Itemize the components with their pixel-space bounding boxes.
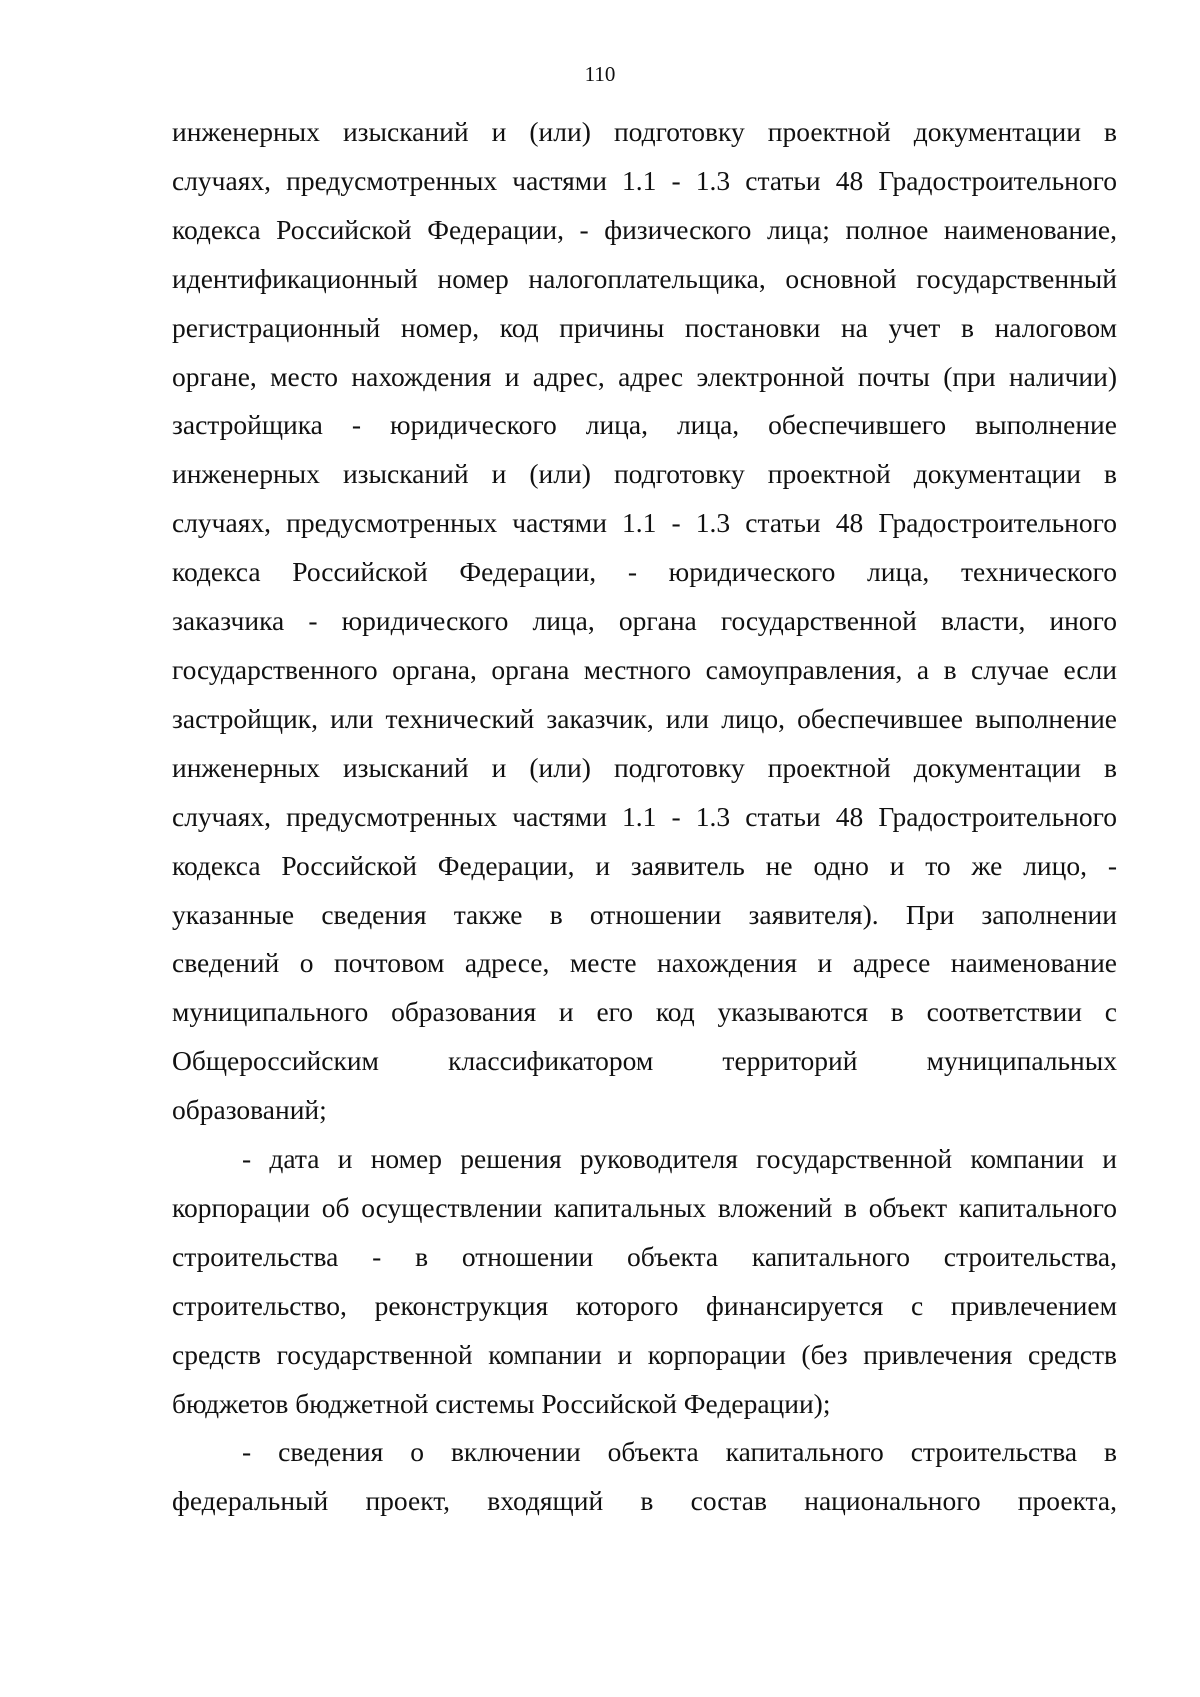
text-line: сведений о почтовом адресе, месте нахождения и адресе наименование [172, 947, 1117, 979]
text-line: инженерных изысканий и (или) подготовку проектной документации в [172, 116, 1117, 147]
paragraph-3 [172, 1428, 1117, 1526]
paragraph-2 [172, 1135, 1117, 1428]
text-line: указанные сведения также в отношении заявителя). При заполнении [172, 898, 1117, 930]
paragraph-1 [172, 108, 1117, 1135]
text-line: кодекса Российской Федерации, - физического лица; полное наименование, [172, 213, 1117, 245]
page-number: 110 [584, 62, 616, 86]
text-line: - дата и номер решения руководителя государственной компании и [242, 1143, 1117, 1175]
text-line: кодекса Российской Федерации, - юридического лица, технического [172, 556, 1117, 588]
text-line: инженерных изысканий и (или) подготовку проектной документации в [172, 751, 1117, 783]
text-line: застройщик, или технический заказчик, или лицо, обеспечившее выполнение [172, 702, 1117, 734]
text-line: идентификационный номер налогоплательщика, основной государственный [172, 262, 1117, 294]
text-line: федеральный проект, входящий в состав национального проекта, [172, 1485, 1117, 1517]
text-line: строительства - в отношении объекта капитального строительства, [172, 1240, 1117, 1272]
text-line: муниципального образования и его код указываются в соответствии с [172, 996, 1117, 1028]
text-line: кодекса Российской Федерации, и заявитель не одно и то же лицо, - [172, 849, 1117, 881]
text-line: образований; [172, 1094, 327, 1126]
text-line: бюджетов бюджетной системы Российской Федерации); [172, 1387, 831, 1419]
text-line: инженерных изысканий и (или) подготовку проектной документации в [172, 458, 1117, 490]
text-line: строительство, реконструкция которого финансируется с привлечением [172, 1289, 1117, 1321]
text-line: застройщика - юридического лица, лица, обеспечившего выполнение [172, 409, 1117, 441]
text-line: Общероссийским классификатором территорий муниципальных [172, 1045, 1117, 1077]
document-body [172, 108, 1117, 1526]
text-line: средств государственной компании и корпорации (без привлечения средств [172, 1338, 1117, 1370]
text-line: регистрационный номер, код причины постановки на учет в налоговом [172, 311, 1117, 343]
text-line: заказчика - юридического лица, органа государственной власти, иного [172, 605, 1117, 637]
text-line: государственного органа, органа местного самоуправления, а в случае если [172, 653, 1117, 685]
text-line: органе, место нахождения и адрес, адрес электронной почты (при наличии) [172, 360, 1117, 392]
text-line: случаях, предусмотренных частями 1.1 - 1.3 статьи 48 Градостроительного [172, 164, 1117, 196]
text-line: случаях, предусмотренных частями 1.1 - 1.3 статьи 48 Градостроительного [172, 507, 1117, 539]
text-line: - сведения о включении объекта капитального строительства в [242, 1436, 1117, 1468]
text-line: корпорации об осуществлении капитальных вложений в объект капитального [172, 1191, 1117, 1223]
text-line: случаях, предусмотренных частями 1.1 - 1.3 статьи 48 Градостроительного [172, 800, 1117, 832]
